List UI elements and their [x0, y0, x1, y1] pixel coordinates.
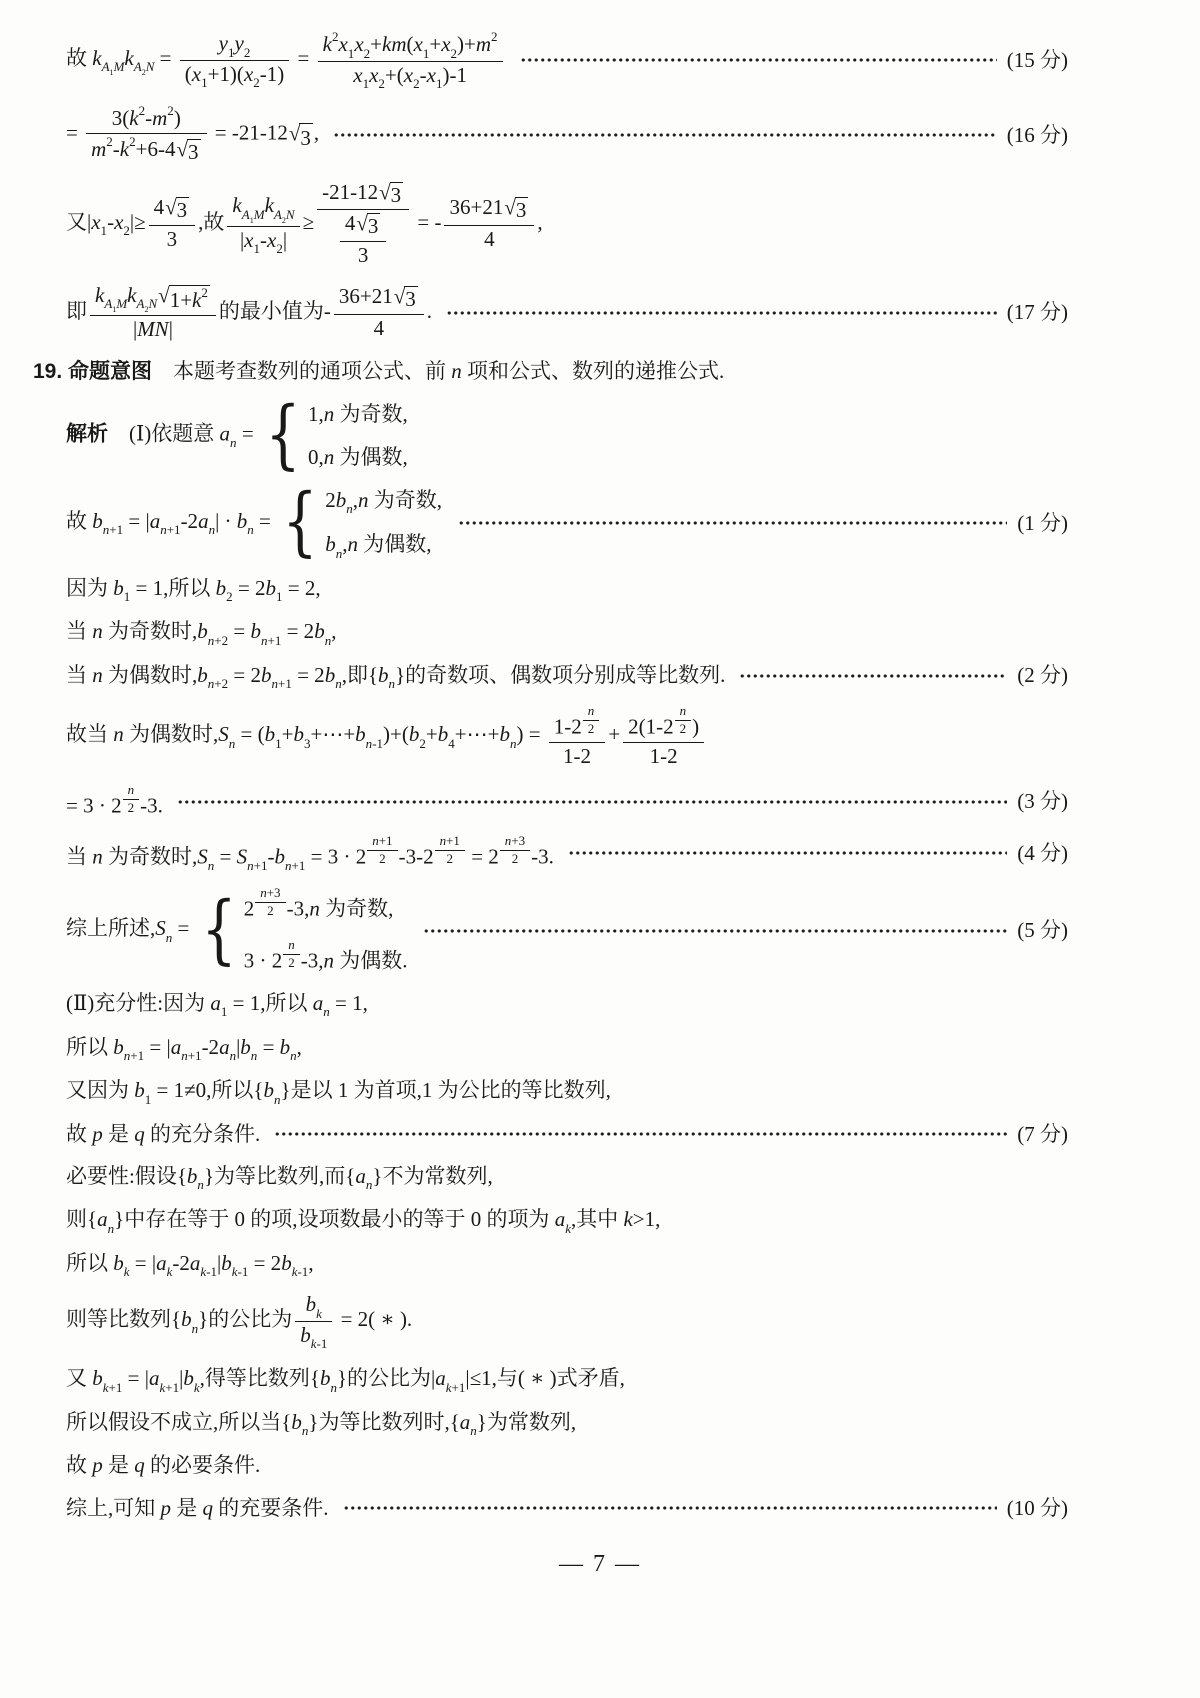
solution-line	[66, 1205, 1068, 1235]
solution-line	[66, 104, 1068, 166]
score-label: (4 分)	[1017, 840, 1068, 865]
math-content: 综上,可知 p 是 q 的充要条件.	[66, 1495, 329, 1520]
dotted-leader	[458, 521, 1007, 525]
dotted-leader	[446, 311, 997, 315]
math-content: 故 kA1MkA2N = $\frac{y1y2}{(x1+1)(x2-1)}$ = $\frac{k2x1x2+km(x1+x2)+m2}{x1x2+(x2-x1)-1}$	[66, 30, 506, 90]
solution-line	[66, 1033, 1068, 1063]
solution-line	[66, 886, 1068, 975]
dotted-leader	[343, 1506, 997, 1510]
dotted-leader	[333, 133, 997, 137]
math-content: 所以 bk = |ak-2ak-1|bk-1 = 2bk-1,	[66, 1250, 314, 1280]
radical-sign: √	[504, 195, 516, 220]
solution-line	[66, 1249, 1068, 1279]
solution-line	[66, 180, 1068, 269]
math-content: 又|x1-x2|≥ 4 √ 3 3 ,故 $\frac{\text{kA1MkA2N}}{|x1-x2|}$ ≥ -21-12 √ 3 4 √ 3 3 = - 36+21 √ 3 4 ,	[66, 179, 543, 267]
radical-sign: √	[158, 282, 170, 307]
dotted-leader	[177, 800, 1007, 804]
math-content: 综上所述,Sn = { 2 $\frac{n+3}{2}$ -3,n 为奇数, 3 · 2 $\frac{n}{2}$ -3,n 为偶数.	[66, 885, 408, 974]
solution-line	[66, 617, 1068, 647]
solution-line	[66, 1292, 1068, 1350]
math-content: 则{an}中存在等于 0 的项,设项数最小的等于 0 的项为 ak,其中 k>1,	[66, 1207, 661, 1236]
cases-brace: {	[201, 886, 237, 974]
solution-line	[66, 392, 1068, 479]
math-content: = 3(k2-m2) m2-k2+6-4 √ 3 = -21-12 √ 3 ,	[66, 103, 320, 165]
math-content: = 3 · 2 $\frac{n}{2}$ -3.	[66, 782, 163, 818]
solution-line	[66, 704, 1068, 769]
cases-brace: {	[265, 392, 301, 479]
math-content: 即 kA1MkA2N √ 1+k2 |MN| 的最小值为- 36+21 √ 3 4 .	[66, 282, 432, 342]
dotted-leader	[423, 929, 1007, 933]
math-content: 当 n 为奇数时,Sn = Sn+1-bn+1 = 3 · 2 $\frac{n+1}{2}$ -3-2 $\frac{n+1}{2}$ = 2 $\frac{n+3}{2}$ -3.	[66, 833, 554, 874]
solution-line	[66, 1120, 1068, 1148]
score-label: (1 分)	[1017, 510, 1068, 535]
radical-sign: √	[356, 211, 368, 236]
radical-sign: √	[176, 137, 188, 162]
math-content: 因为 b1 = 1,所以 b2 = 2b1 = 2,	[66, 575, 321, 605]
solution-line	[66, 834, 1068, 872]
math-content: 故 bn+1 = |an+1-2an| · bn = { 2bn,n 为奇数, bn,n 为偶数,	[66, 479, 442, 566]
score-label: (3 分)	[1017, 789, 1068, 814]
dotted-leader	[274, 1132, 1007, 1136]
score-label: (16 分)	[1006, 122, 1068, 147]
dotted-leader	[568, 851, 1007, 855]
solution-line	[66, 1451, 1068, 1479]
cases-brace: {	[282, 479, 318, 566]
math-content: 所以假设不成立,所以当{bn}为等比数列时,{an}为常数列,	[66, 1409, 577, 1439]
math-content: 故 p 是 q 的充分条件.	[66, 1121, 261, 1146]
solution-line	[66, 574, 1068, 604]
score-label: (7 分)	[1017, 1121, 1068, 1146]
solution-line	[66, 661, 1068, 691]
solution-line	[66, 1364, 1068, 1394]
solution-line	[66, 989, 1068, 1019]
math-content: 当 n 为偶数时,bn+2 = 2bn+1 = 2bn,即{bn}的奇数项、偶数项分别成等比数列.	[66, 662, 726, 692]
score-label: (15 分)	[1006, 47, 1068, 72]
math-content: 则等比数列{bn}的公比为 $\frac{bk}{bk-1}$ = 2( ∗ ).	[66, 1292, 413, 1352]
solution-line	[66, 30, 1068, 90]
solution-line	[66, 1408, 1068, 1438]
math-content: (Ⅱ)充分性:因为 a1 = 1,所以 an = 1,	[66, 990, 368, 1020]
math-content: 又 bk+1 = |ak+1|bk,得等比数列{bn}的公比为|ak+1|≤1,与( ∗ )式矛盾,	[66, 1366, 625, 1395]
solution-line	[66, 783, 1068, 820]
radical-sign: √	[165, 195, 177, 220]
math-content: 必要性:假设{bn}为等比数列,而{an}不为常数列,	[66, 1163, 493, 1193]
dotted-leader	[739, 674, 1007, 678]
solution-line	[66, 1076, 1068, 1106]
radical-sign: √	[379, 180, 391, 205]
solution-lines	[33, 29, 1068, 1522]
solution-line	[66, 1494, 1068, 1522]
score-label: (5 分)	[1017, 918, 1068, 943]
score-label: (2 分)	[1017, 663, 1068, 688]
math-content: 故当 n 为偶数时,Sn = (b1+b3+⋯+bn-1)+(b2+b4+⋯+bn) = 1-2 $\frac{n}{2}$ 1-2 + 2(1-2 $\frac{n}{2}$ ) 1-2	[66, 704, 707, 769]
math-content: 当 n 为奇数时,bn+2 = bn+1 = 2bn,	[66, 619, 337, 648]
solution-line	[33, 357, 1068, 386]
radical-sign: √	[288, 121, 301, 146]
solution-line	[66, 283, 1068, 343]
page-number: — 7 —	[559, 1551, 641, 1578]
score-label: (10 分)	[1006, 1495, 1068, 1520]
score-label: (17 分)	[1006, 300, 1068, 325]
dotted-leader	[520, 58, 997, 62]
solution-line	[66, 1162, 1068, 1192]
math-content: 解析 (Ⅰ)依题意 an = { 1,n 为奇数, 0,n 为偶数,	[66, 392, 408, 479]
math-content: 故 p 是 q 的必要条件.	[66, 1453, 261, 1478]
radical-sign: √	[393, 284, 406, 309]
solution-line	[66, 479, 1068, 566]
math-content: 又因为 b1 = 1≠0,所以{bn}是以 1 为首项,1 为公比的等比数列,	[66, 1078, 611, 1107]
math-content: 19. 命题意图 本题考查数列的通项公式、前 n 项和公式、数列的递推公式.	[33, 358, 725, 383]
math-content: 所以 bn+1 = |an+1-2an|bn = bn,	[66, 1034, 302, 1063]
